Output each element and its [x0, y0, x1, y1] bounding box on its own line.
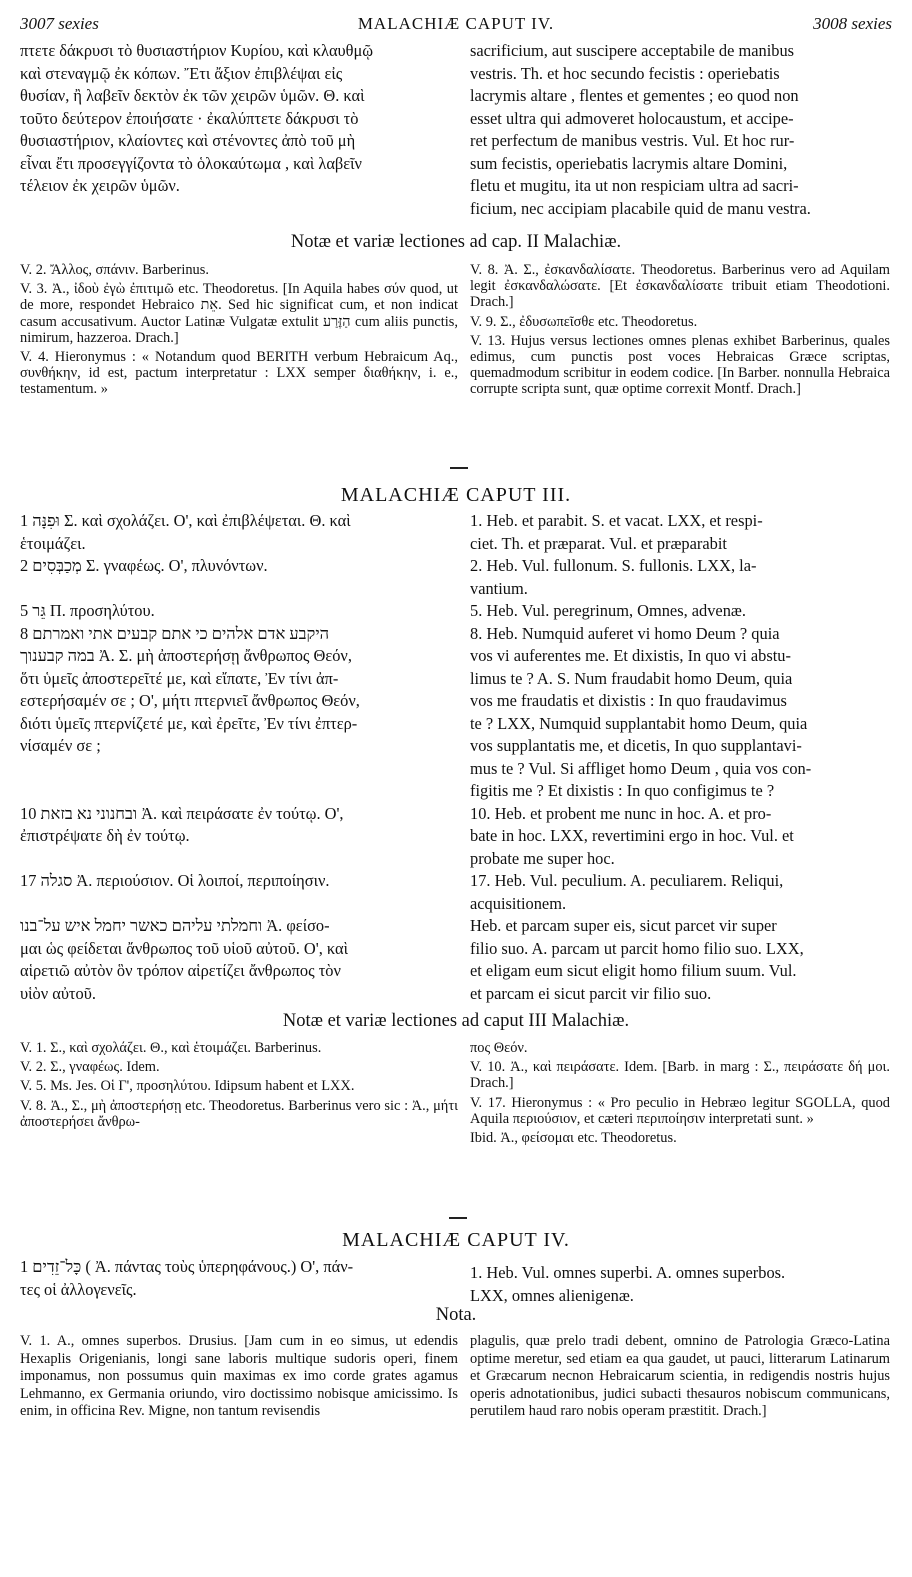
top-greek-column — [20, 40, 458, 198]
text-line: διότι ὑμεῖς πτερνίζετέ με, καὶ ἐρεῖτε, Ἐν τίνι ἐπτερ- — [20, 713, 358, 733]
text-line — [20, 848, 458, 871]
text-line: μαι ὡς φείδεται ἄνθρωπος τοῦ υἱοῦ αὐτοῦ. Ο', καὶ — [20, 938, 348, 958]
nota-left — [20, 1333, 458, 1421]
caput-iii-right — [470, 510, 890, 1005]
note-entry: V. 8. Ἀ., Σ., μὴ ἀποστερήσῃ etc. Theodoretus. Barberinus vero sic : Ἀ., μήτι ἀποστερήσει ἄνθρω- — [20, 1097, 458, 1130]
note-entry: V. 9. Σ., ἐδυσωπεῖσθε etc. Theodoretus. — [470, 313, 698, 330]
notes-ii-right — [470, 262, 890, 401]
text-line: αἱρετιῶ αὐτὸν ὃν τρόπον αἱρετίζει ἄνθρωπος τὸν — [20, 961, 341, 980]
text-line: vos me fraudatis et dixistis : In quo fraudavimus — [470, 691, 787, 710]
text-line: 17. Heb. Vul. peculium. A. peculiarem. Reliqui, — [470, 871, 784, 890]
note-entry: Ibid. Ἀ., φείσομαι etc. Theodoretus. — [470, 1130, 677, 1147]
page-number-left: 3007 sexies — [20, 14, 99, 33]
text-line: bate in hoc. LXX, revertimini ergo in hoc. Vul. et — [470, 826, 794, 845]
text-line: sacrificium, aut suscipere acceptabile de manibus — [470, 41, 795, 60]
text-line: fletu et mugitu, ita ut non respiciam ultra ad sacri- — [470, 176, 799, 195]
nota-paragraph: V. 1. A., omnes superbos. Drusius. [Jam cum in eo simus, ut edendis Hexaplis Origenianis, longi sane laboris multique sudoris operi, finem imponamus, non possumus quin maximas ex imo corde grates agamus Lehmanno, ex Germania oriundo, viro doctissimo nobisque amicissimo. Is enim, in officina Rev. Migne, non tantum revisendis — [20, 1333, 458, 1419]
text-line: vos vi auferentes me. Et dixistis, In quo vi abstu- — [470, 646, 791, 665]
caput-iii-left — [20, 510, 458, 1005]
text-line: LXX, omnes alienigenæ. — [470, 1285, 634, 1305]
text-line: te ? LXX, Numquid supplantabit homo Deum, quia — [470, 713, 808, 733]
text-line: ἐπιστρέψατε δὴ ἐν τούτῳ. — [20, 826, 190, 845]
note-entry: πος Θεόν. — [470, 1040, 528, 1056]
text-line: vestris. Th. et hoc secundo fecistis : operiebatis — [470, 63, 780, 83]
notes-iii-right — [470, 1040, 890, 1149]
text-line: מְכַבְּסִים 2 Σ. γναφέως. Ο', πλυνόντων. — [20, 556, 268, 575]
caput-iv-left — [20, 1256, 458, 1301]
text-line: νίσαμέν σε ; — [20, 736, 101, 755]
text-line: sum fecistis, operiebatis lacrymis altare Domini, — [470, 153, 788, 173]
note-entry: V. 10. Ἀ., καὶ πειράσατε. Idem. [Barb. in marg : Σ., πειράσατε δή μοι. Drach.] — [470, 1059, 890, 1092]
note-entry: V. 2. Σ., γναφέως. Idem. — [20, 1059, 160, 1076]
text-line: τέλειον ἐκ χειρῶν ὑμῶν. — [20, 176, 180, 195]
text-line: vantium. — [470, 578, 528, 598]
caput-iii-heading: MALACHIÆ CAPUT III. — [340, 484, 572, 506]
text-line: 1. Heb. Vul. omnes superbi. A. omnes superbos. — [470, 1263, 786, 1282]
text-line: figitis me ? Et dixistis : In quo configimus te ? — [470, 781, 775, 800]
text-line: ἑτοιμάζει. — [20, 533, 86, 553]
running-head — [20, 14, 892, 38]
text-line — [20, 780, 458, 803]
text-line: υἱὸν αὐτοῦ. — [20, 983, 96, 1003]
text-line: 5. Heb. Vul. peregrinum, Omnes, advenæ. — [470, 601, 746, 620]
text-line: 8. Heb. Numquid auferet vi homo Deum ? quia — [470, 623, 780, 643]
text-line: וחמלתי עליהם כאשר יחמל איש על־בנו Ἀ. φείσο- — [20, 916, 330, 935]
text-line: וּפִנָּה 1 Σ. καὶ σχολάζει. Ο', καὶ ἐπιβλέψεται. Θ. καὶ — [20, 511, 351, 530]
text-line — [20, 758, 458, 781]
page-number-right: 3008 sexies — [813, 14, 892, 33]
text-line: probate me super hoc. — [470, 848, 615, 868]
text-line: et eligam eum sicut eligit homo filium suum. Vul. — [470, 961, 797, 980]
text-line: εστερήσαμέν σε ; Ο', μήτι πτερνιεῖ ἄνθρωπος Θεόν, — [20, 691, 360, 710]
text-line: ובחנוני נא בזאת 10 Ἀ. καὶ πειράσατε ἐν τούτῳ. Ο', — [20, 803, 344, 823]
text-line: πτετε δάκρυσι τὸ θυσιαστήριον Κυρίου, καὶ κλαυθμῷ — [20, 41, 374, 60]
text-line: 10. Heb. et probent me nunc in hoc. A. et pro- — [470, 803, 772, 823]
text-line: εἶναι ἔτι προσεγγίζοντα τὸ ὁλοκαύτωμα , καὶ λαβεῖν — [20, 153, 362, 173]
text-line — [20, 578, 458, 601]
text-line: τοῦτο δεύτερον ἐποιήσατε · ἐκαλύπτετε δάκρυσι τὸ — [20, 108, 359, 128]
note-entry: V. 17. Hieronymus : « Pro peculio in Hebræo legitur SGOLLA, quod Aquila περιούσιον, et cæteri περιποίησιν interpretati sunt. » — [470, 1094, 890, 1127]
text-line: ὅτι ὑμεῖς ἀποστερεῖτέ με, καὶ εἴπατε, Ἐν τίνι ἀπ- — [20, 668, 339, 688]
running-title: MALACHIÆ CAPUT IV. — [357, 14, 555, 33]
text-line: Heb. et parcam super eis, sicut parcet vir super — [470, 916, 777, 935]
text-line — [20, 893, 458, 916]
text-line: θυσιαστήριον, κλαίοντες καὶ στένοντες ἀπὸ τοῦ μὴ — [20, 131, 356, 150]
text-line: lacrymis altare , flentes et gementes ; eo quod non — [470, 86, 799, 105]
note-entry: V. 3. Ἀ., ἰδοὺ ἐγὼ ἐπιτιμῶ etc. Theodoretus. [In Aquila habes σύν quod, ut de more, respondet Hebraico אֵת. Sed hic significat cum, et non indicat casum accusativum. Auctor Latinæ Vulgatæ extulit הַזֶּרַע cum aliis punctis, nimirum, hazzeroa. Drach.] — [20, 281, 458, 346]
note-entry: V. 4. Hieronymus : « Notandum quod BERITH verbum Hebraicum Aq., συνθήκην, id est, pactum interpretatur : LXX semper διαθήκην, i. e., testamentum. » — [20, 349, 458, 398]
text-line: גֵּר 5 Π. προσηλύτου. — [20, 601, 155, 620]
note-entry: V. 1. Σ., καὶ σχολάζει. Θ., καὶ ἑτοιμάζει. Barberinus. — [20, 1040, 322, 1056]
text-line: vos supplantatis me, et dicetis, In quo supplantavi- — [470, 736, 802, 755]
text-line: 2. Heb. Vul. fullonum. S. fullonis. LXX, la- — [470, 556, 757, 575]
text-line: כָּל־זֵדִים 1 ( Ἀ. πάντας τοὺς ὑπερηφάνους.) Ο', πάν- — [20, 1257, 354, 1276]
notes-iii-left — [20, 1040, 458, 1133]
text-line: ficium, nec accipiam placabile quid de manu vestra. — [470, 198, 811, 218]
nota-heading: Nota. — [435, 1305, 477, 1325]
note-entry: V. 5. Ms. Jes. Οἱ Γ', προσηλύτου. Idipsum habent et LXX. — [20, 1078, 355, 1095]
text-line: et parcam ei sicut parcit vir filio suo. — [470, 983, 712, 1003]
caput-iv-right — [470, 1262, 890, 1307]
note-entry: V. 2. Ἄλλος, σπάνιν. Barberinus. — [20, 262, 209, 278]
text-line: במה קבענוך Ἀ. Σ. μὴ ἀποστερήσῃ ἄνθρωπος Θεόν, — [20, 646, 352, 665]
text-line: 8 היקבע אדם אלהים כי אתם קבעים אתי ואמרתם — [20, 623, 330, 643]
top-latin-column — [470, 40, 890, 220]
caput-iv-heading: MALACHIÆ CAPUT IV. — [342, 1229, 570, 1251]
text-line: סגלה 17 Ἀ. περιούσιον. Οἱ λοιποί, περιποίησιν. — [20, 871, 330, 890]
section-divider — [450, 467, 468, 469]
note-entry: V. 8. Ἀ. Σ., ἐσκανδαλίσατε. Theodoretus. Barberinus vero ad Aquilam legit ἐσκανδαλώσατε. [Et ἐσκανδαλίσατε tribuit etiam Theodotioni. Drach.] — [470, 262, 890, 311]
text-line: 1. Heb. et parabit. S. et vacat. LXX, et respi- — [470, 511, 763, 530]
text-line: filio suo. A. parcam ut parcit homo filio suo. LXX, — [470, 938, 804, 958]
text-line: θυσίαν, ἢ λαβεῖν δεκτὸν ἐκ τῶν χειρῶν ὑμῶν. Θ. καὶ — [20, 86, 365, 105]
notes-ii-left — [20, 262, 458, 401]
notes-ii-heading: Notæ et variæ lectiones ad cap. II Malachiæ. — [290, 232, 622, 252]
text-line: acquisitionem. — [470, 893, 567, 913]
text-line: ret perfectum de manibus vestris. Vul. Et hoc rur- — [470, 131, 795, 150]
text-line: mus te ? Vul. Si affliget homo Deum , quia vos con- — [470, 758, 812, 778]
text-line: ciet. Th. et præparat. Vul. et præparabit — [470, 533, 727, 553]
text-line: limus te ? A. S. Num fraudabit homo Deum, quia — [470, 668, 793, 688]
text-line: τες οἱ ἀλλογενεῖς. — [20, 1279, 137, 1299]
nota-right — [470, 1333, 890, 1421]
notes-iii-heading: Notæ et variæ lectiones ad caput III Malachiæ. — [282, 1011, 630, 1031]
text-line: καὶ στεναγμῷ ἐκ κόπων. Ἔτι ἄξιον ἐπιβλέψαι εἰς — [20, 63, 343, 83]
nota-paragraph: plagulis, quæ prelo tradi debent, omnino de Patrologia Græco-Latina optime meretur, sed etiam ea qua gaudet, ut pauci, litterarum Latinarum et Græcarum necnon Hebraicarum scientia, in redigendis nostris hujus operis adnotationibus, judici subacti thesauros nobiscum communicans, perutilem haud raro nobis operam præstitit. Drach.] — [470, 1333, 890, 1419]
section-divider — [449, 1217, 467, 1219]
note-entry: V. 13. Hujus versus lectiones omnes plenas exhibet Barberinus, quales edimus, cum punctis post voces Hebraicas Græce scriptas, quemadmodum scribitur in eodem codice. [In Barber. nonnulla Hebraica corrupte scripta sunt, quæ optime correxit Montf. Drach.] — [470, 332, 890, 398]
text-line: esset ultra qui admoveret holocaustum, et accipe- — [470, 108, 794, 128]
